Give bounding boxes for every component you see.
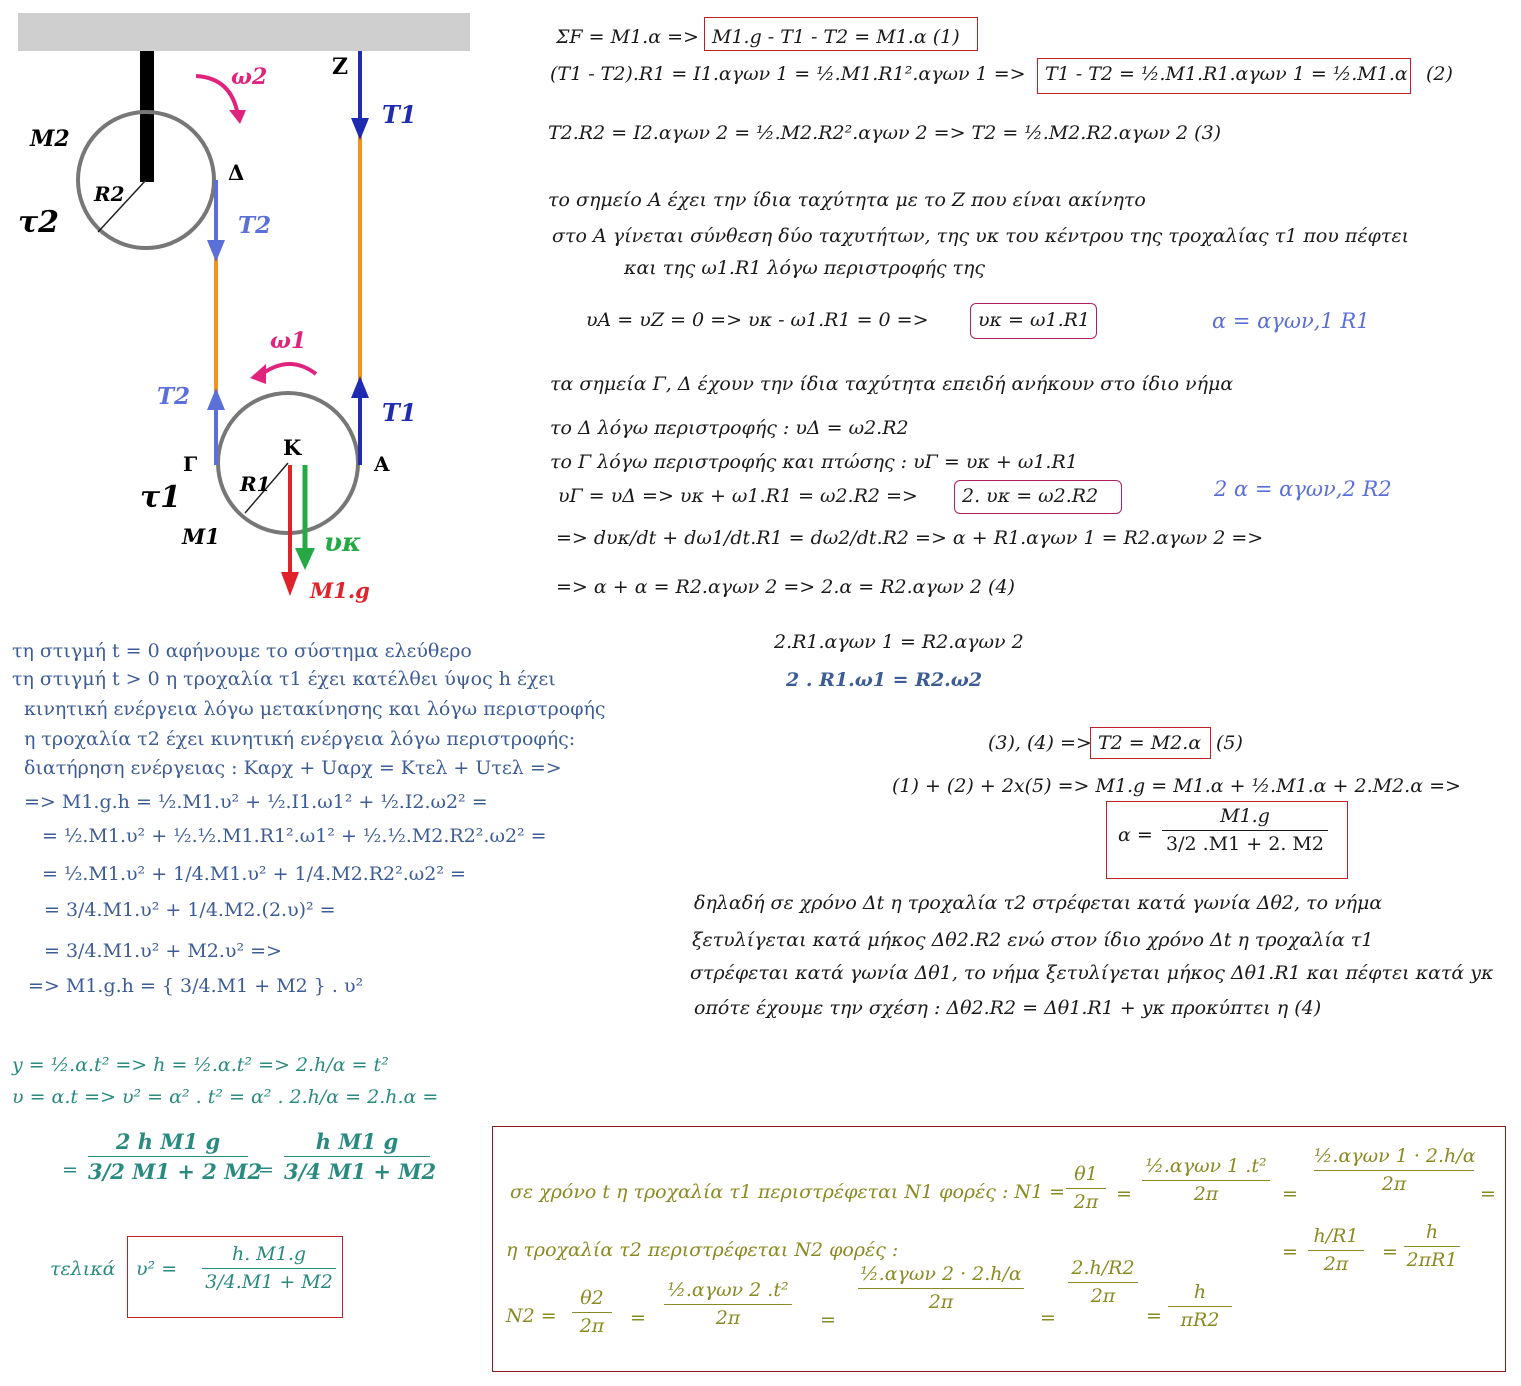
t2-arrow-up (207, 388, 225, 410)
weight-arrow (281, 572, 299, 596)
omega1-arc (262, 364, 316, 374)
eq-1: ΣF = M1.α => (556, 26, 699, 48)
n1-f2-den: 2π (1193, 1182, 1219, 1205)
label-z: Z (332, 54, 349, 80)
eq-sign: = (820, 1309, 836, 1331)
label-vk: υκ (324, 528, 362, 558)
t2-arrow-down (207, 240, 225, 262)
energy-line-4: η τροχαλία τ2 έχει κινητική ενέργεια λόγω περιστροφής: (24, 728, 576, 750)
kin-line-1: y = ½.α.t² => h = ½.α.t² => 2.h/α = t² (12, 1054, 389, 1076)
eq-6: => dυκ/dt + dω1/dt.R1 = dω2/dt.R2 => α + R1.αγων 1 = R2.αγων 2 => (556, 527, 1264, 549)
eq-10: (3), (4) => (988, 732, 1092, 754)
n1-f4-den: 2π (1323, 1252, 1349, 1275)
label-a: A (374, 452, 390, 476)
para-3: και της ω1.R1 λόγω περιστροφής της (624, 257, 986, 279)
eq-2-number: (2) (1426, 63, 1453, 85)
n2-f2-den: 2π (715, 1306, 741, 1329)
energy-line-5: διατήρηση ενέργειας : Καρχ + Uαρχ = Κτελ + Uτελ => (24, 757, 562, 779)
para-1: το σημείο Α έχει την ίδια ταχύτητα με το Ζ που είναι ακίνητο (548, 189, 1146, 211)
eq-3: T2.R2 = I2.αγων 2 = ½.M2.R2².αγων 2 => T2 = ½.M2.R2.αγων 2 (3) (548, 122, 1222, 144)
energy-line-1: τη στιγμή t = 0 αφήνουμε το σύστημα ελεύθερο (12, 640, 472, 662)
final-den: 3/4.M1 + M2 (205, 1270, 333, 1293)
label-t2-top: T2 (238, 212, 272, 239)
n1-f1-den: 2π (1073, 1190, 1099, 1213)
label-t1-bottom: T1 (382, 398, 417, 427)
eq-5-boxed: 2. υκ = ω2.R2 (962, 485, 1099, 507)
eq-4-note: α = αγων,1 R1 (1212, 309, 1370, 333)
n1-frac-5 (1404, 1222, 1460, 1271)
eq-sign: = (1282, 1183, 1298, 1205)
final-num: h. M1.g (231, 1243, 307, 1265)
label-k: K (283, 435, 302, 460)
n1-f3-num: ½.αγων 1 · 2.h/α (1314, 1145, 1476, 1167)
eq-sign: = (1116, 1183, 1132, 1205)
n1-frac-2 (1142, 1156, 1270, 1205)
acc-denominator: 3/2 .M1 + 2. M2 (1166, 832, 1324, 855)
n2-frac-3 (858, 1264, 1024, 1313)
eq-sign: = (1282, 1241, 1298, 1263)
label-t1-top: T1 (382, 100, 417, 129)
label-r2: R2 (94, 182, 125, 206)
eq-sign: = (1382, 1241, 1398, 1263)
kin-fraction-1 (88, 1129, 263, 1185)
eq-1-boxed: M1.g - T1 - T2 = M1.α (1) (712, 26, 960, 48)
rot-line-1: σε χρόνο t η τροχαλία τ1 περιστρέφεται Ν1 φορές : Ν1 = (510, 1181, 1066, 1203)
eq-2: (T1 - T2).R1 = I1.αγων 1 = ½.M1.R1².αγων 1 => (550, 63, 1026, 85)
n1-frac-1 (1066, 1164, 1106, 1213)
para-9: στρέφεται κατά γωνία Δθ1, το νήμα ξετυλίγεται μήκος Δθ1.R1 και πέφτει κατά yκ (690, 962, 1494, 984)
energy-line-7: = ½.M1.υ² + ½.½.M1.R1².ω1² + ½.½.M2.R2².ω2² = (42, 825, 547, 847)
t1-arrow-down (351, 118, 369, 140)
t1-arrow-up (351, 376, 369, 398)
energy-line-10: = 3/4.M1.υ² + M2.υ² => (44, 940, 282, 962)
eq-4: υΑ = υΖ = 0 => υκ - ω1.R1 = 0 => (586, 309, 929, 331)
energy-line-3: κινητική ενέργεια λόγω μετακίνησης και λόγω περιστροφής (24, 698, 606, 720)
final-label: τελικά (50, 1258, 116, 1280)
energy-line-8: = ½.M1.υ² + 1/4.M1.υ² + 1/4.M2.R2².ω2² = (42, 863, 466, 885)
eq-9: 2 . R1.ω1 = R2.ω2 (786, 669, 983, 691)
energy-line-2: τη στιγμή t > 0 η τροχαλία τ1 έχει κατέλθει ύψος h έχει (12, 668, 556, 690)
eq-4-boxed: υκ = ω1.R1 (978, 309, 1091, 331)
kin-frac1-num: 2 h M1 g (115, 1129, 221, 1154)
velocity-arrow (295, 548, 315, 570)
kin-frac2-num: h M1 g (315, 1129, 399, 1154)
n2-f3-den: 2π (928, 1290, 954, 1313)
n2-frac-1 (572, 1288, 612, 1337)
kin-fraction-2 (284, 1129, 437, 1185)
n1-f1-num: θ1 (1074, 1163, 1098, 1185)
eq-2-boxed: T1 - T2 = ½.M1.R1.αγων 1 = ½.M1.α (1045, 63, 1408, 85)
kin-eq-sign-2: = (258, 1159, 274, 1181)
eq-sign: = (1040, 1307, 1056, 1329)
para-2: στο Α γίνεται σύνθεση δύο ταχυτήτων, της υκ του κέντρου της τροχαλίας τ1 που πέφτει (552, 225, 1410, 247)
n2-lhs: Ν2 = (506, 1305, 557, 1327)
label-m1: M1 (182, 524, 220, 549)
n2-f2-num: ½.αγων 2 .t² (667, 1279, 789, 1301)
n1-f5-den: 2πR1 (1406, 1248, 1458, 1271)
label-omega1: ω1 (270, 328, 307, 354)
acc-lhs: α = (1118, 824, 1153, 846)
n1-f4-num: h/R1 (1313, 1225, 1359, 1247)
n1-frac-4 (1308, 1226, 1364, 1275)
n2-f5-num: h (1193, 1281, 1207, 1303)
eq-8: 2.R1.αγων 1 = R2.αγων 2 (774, 631, 1024, 653)
kin-frac2-den: 3/4 M1 + M2 (284, 1159, 437, 1185)
n2-f3-num: ½.αγων 2 · 2.h/α (860, 1263, 1022, 1285)
n2-frac-4 (1068, 1258, 1138, 1307)
kin-eq-sign-1: = (62, 1159, 78, 1181)
eq-5: υΓ = υΔ => υκ + ω1.R1 = ω2.R2 => (558, 485, 918, 507)
final-fraction (202, 1244, 336, 1293)
pulley-diagram (0, 0, 520, 610)
para-5: το Δ λόγω περιστροφής : υΔ = ω2.R2 (550, 417, 909, 439)
eq-11: (1) + (2) + 2x(5) => M1.g = M1.α + ½.M1.α + 2.M2.α => (892, 775, 1461, 797)
eq-10-number: (5) (1216, 732, 1243, 754)
ceiling (18, 13, 470, 51)
para-4: τα σημεία Γ, Δ έχουν την ίδια ταχύτητα επειδή ανήκουν στο ίδιο νήμα (550, 373, 1234, 395)
n1-f2-num: ½.αγων 1 .t² (1145, 1155, 1267, 1177)
para-8: ξετυλίγεται κατά μήκος Δθ2.R2 ενώ στον ίδιο χρόνο Δt η τροχαλία τ1 (692, 929, 1374, 951)
kin-line-2: υ = α.t => υ² = α² . t² = α² . 2.h/α = 2.h.α = (12, 1086, 439, 1108)
label-m1g: M1.g (310, 578, 370, 603)
eq-7: => α + α = R2.αγων 2 => 2.α = R2.αγων 2 (4) (556, 576, 1015, 598)
label-tau2: τ2 (18, 205, 60, 240)
eq-sign: = (630, 1307, 646, 1329)
n2-f5-den: πR2 (1180, 1308, 1220, 1331)
n2-f4-den: 2π (1090, 1284, 1116, 1307)
label-tau1: τ1 (140, 480, 182, 515)
para-6: το Γ λόγω περιστροφής και πτώσης : υΓ = υκ + ω1.R1 (550, 451, 1078, 473)
rot-line-2: η τροχαλία τ2 περιστρέφεται Ν2 φορές : (506, 1239, 899, 1261)
para-7: δηλαδή σε χρόνο Δt η τροχαλία τ2 στρέφεται κατά γωνία Δθ2, το νήμα (694, 892, 1383, 914)
energy-line-6: => M1.g.h = ½.M1.υ² + ½.I1.ω1² + ½.I2.ω2² = (24, 791, 488, 813)
n2-f1-num: θ2 (580, 1287, 604, 1309)
n1-f3-den: 2π (1381, 1172, 1407, 1195)
final-v2: υ² = (136, 1258, 178, 1280)
n2-f4-num: 2.h/R2 (1071, 1257, 1135, 1279)
n1-f5-num: h (1425, 1221, 1439, 1243)
label-m2: M2 (30, 126, 70, 152)
axle-rod (140, 51, 154, 182)
label-delta: Δ (228, 160, 245, 185)
eq-sign: = (1146, 1305, 1162, 1327)
n2-frac-5 (1168, 1282, 1232, 1331)
label-omega2: ω2 (231, 64, 268, 90)
label-gamma: Γ (183, 452, 198, 476)
kin-frac1-den: 3/2 M1 + 2 M2 (88, 1159, 263, 1185)
label-t2-bottom: T2 (157, 383, 191, 410)
acc-fraction (1162, 806, 1328, 855)
eq-10-boxed: T2 = M2.α (1098, 732, 1202, 754)
eq-5-note: 2 α = αγων,2 R2 (1214, 477, 1392, 501)
n2-frac-2 (664, 1280, 792, 1329)
energy-line-9: = 3/4.M1.υ² + 1/4.M2.(2.υ)² = (44, 899, 336, 921)
label-r1: R1 (240, 472, 271, 496)
eq-sign: = (1480, 1183, 1496, 1205)
para-10: οπότε έχουμε την σχέση : Δθ2.R2 = Δθ1.R1 + yκ προκύπτει η (4) (694, 997, 1322, 1019)
energy-line-11: => M1.g.h = { 3/4.M1 + M2 } . υ² (28, 975, 364, 997)
n2-f1-den: 2π (579, 1314, 605, 1337)
n1-frac-3 (1314, 1146, 1474, 1195)
acc-numerator: M1.g (1220, 805, 1270, 827)
